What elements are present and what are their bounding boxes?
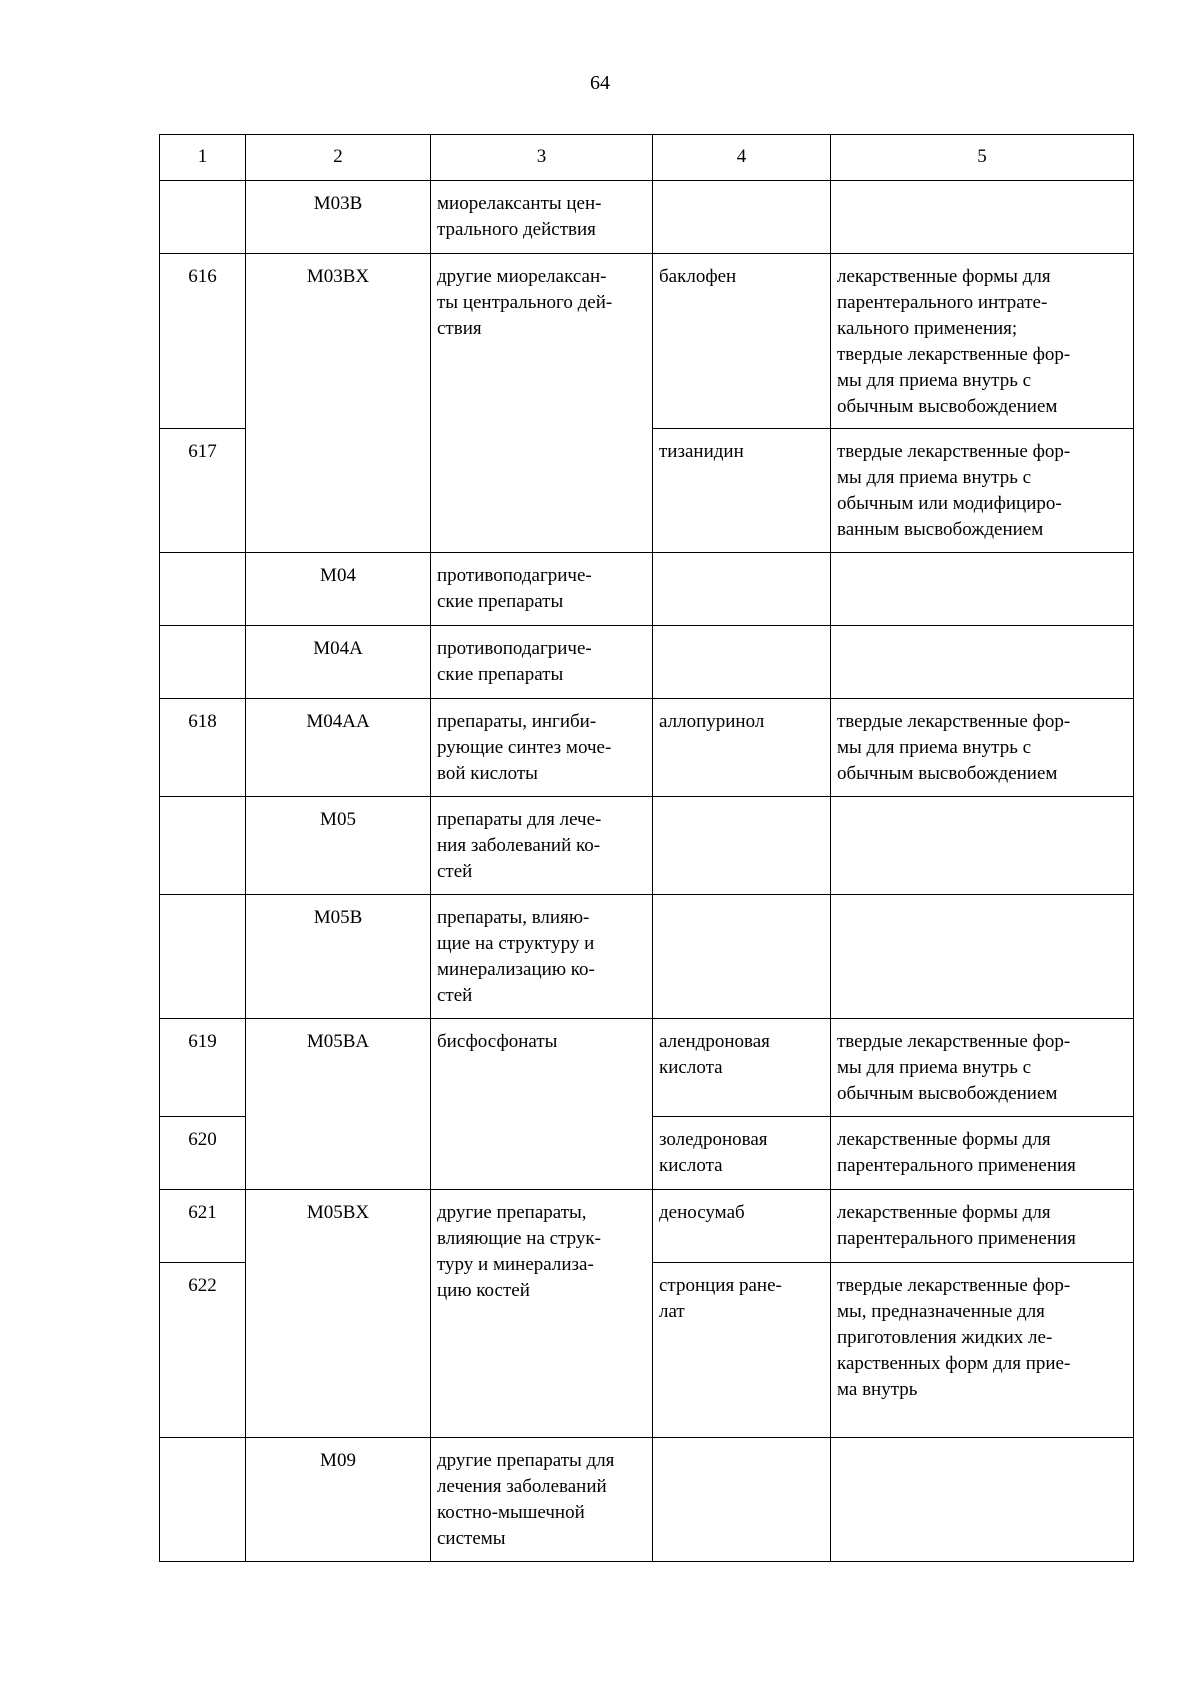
dosage-forms <box>831 1438 1134 1562</box>
table-row <box>160 1019 1134 1117</box>
table-row <box>160 553 1134 626</box>
dosage-forms: твердые лекарственные фор- мы для приема внутрь с обычным или модифициро- ванным высвобождением <box>831 429 1134 553</box>
drug-name: деносумаб <box>653 1190 831 1263</box>
dosage-forms: лекарственные формы для парентерального применения <box>831 1190 1134 1263</box>
dosage-forms <box>831 553 1134 626</box>
anatomical-therapeutic-group: миорелаксанты цен- трального действия <box>431 181 653 254</box>
table-row <box>160 1190 1134 1263</box>
dosage-forms <box>831 895 1134 1019</box>
anatomical-therapeutic-group: другие препараты для лечения заболеваний костно-мышечной системы <box>431 1438 653 1562</box>
table-header-row <box>160 135 1134 181</box>
column-header: 5 <box>831 135 1134 181</box>
drug-name <box>653 553 831 626</box>
column-header: 1 <box>160 135 246 181</box>
drug-name <box>653 626 831 699</box>
dosage-forms: твердые лекарственные фор- мы, предназначенные для приготовления жидких ле- карственных форм для прие- ма внутрь <box>831 1263 1134 1438</box>
anatomical-therapeutic-group: противоподагриче- ские препараты <box>431 626 653 699</box>
table-row <box>160 254 1134 429</box>
dosage-forms: лекарственные формы для парентерального применения <box>831 1117 1134 1190</box>
dosage-forms <box>831 626 1134 699</box>
drug-name <box>653 797 831 895</box>
drug-name: стронция ране- лат <box>653 1263 831 1438</box>
dosage-forms: твердые лекарственные фор- мы для приема внутрь с обычным высвобождением <box>831 699 1134 797</box>
atc-code: M05 <box>246 797 431 895</box>
row-number <box>160 895 246 1019</box>
table-row <box>160 1438 1134 1562</box>
column-header: 2 <box>246 135 431 181</box>
anatomical-therapeutic-group: противоподагриче- ские препараты <box>431 553 653 626</box>
drug-name: аллопуринол <box>653 699 831 797</box>
row-number: 619 <box>160 1019 246 1117</box>
anatomical-therapeutic-group: другие препараты, влияющие на струк- туру и минерализа- цию костей <box>431 1190 653 1438</box>
dosage-forms <box>831 181 1134 254</box>
atc-code: M05B <box>246 895 431 1019</box>
drug-name: тизанидин <box>653 429 831 553</box>
column-header: 4 <box>653 135 831 181</box>
row-number <box>160 1438 246 1562</box>
dosage-forms: лекарственные формы для парентерального интрате- кального применения; твердые лекарственные фор- мы для приема внутрь с обычным высвобождением <box>831 254 1134 429</box>
atc-code: M09 <box>246 1438 431 1562</box>
table-row <box>160 181 1134 254</box>
row-number: 617 <box>160 429 246 553</box>
table-row <box>160 626 1134 699</box>
drug-name <box>653 1438 831 1562</box>
drug-list-table <box>159 134 1134 1562</box>
anatomical-therapeutic-group: препараты, влияю- щие на структуру и минерализацию ко- стей <box>431 895 653 1019</box>
atc-code: M03B <box>246 181 431 254</box>
row-number <box>160 626 246 699</box>
atc-code: M04 <box>246 553 431 626</box>
row-number <box>160 181 246 254</box>
anatomical-therapeutic-group: препараты для лече- ния заболеваний ко- стей <box>431 797 653 895</box>
row-number <box>160 797 246 895</box>
drug-name: алендроновая кислота <box>653 1019 831 1117</box>
row-number: 620 <box>160 1117 246 1190</box>
anatomical-therapeutic-group: другие миорелаксан- ты центрального дей- ствия <box>431 254 653 553</box>
row-number: 621 <box>160 1190 246 1263</box>
drug-name <box>653 181 831 254</box>
table-row <box>160 797 1134 895</box>
atc-code: M04A <box>246 626 431 699</box>
atc-code: M03BX <box>246 254 431 553</box>
drug-name: баклофен <box>653 254 831 429</box>
dosage-forms: твердые лекарственные фор- мы для приема внутрь с обычным высвобождением <box>831 1019 1134 1117</box>
dosage-forms <box>831 797 1134 895</box>
table-row <box>160 895 1134 1019</box>
column-header: 3 <box>431 135 653 181</box>
atc-code: M05BA <box>246 1019 431 1190</box>
anatomical-therapeutic-group: бисфосфонаты <box>431 1019 653 1190</box>
drug-name <box>653 895 831 1019</box>
row-number <box>160 553 246 626</box>
row-number: 616 <box>160 254 246 429</box>
table-row <box>160 699 1134 797</box>
atc-code: M04AA <box>246 699 431 797</box>
page-number: 64 <box>590 72 610 94</box>
anatomical-therapeutic-group: препараты, ингиби- рующие синтез моче- вой кислоты <box>431 699 653 797</box>
row-number: 622 <box>160 1263 246 1438</box>
atc-code: M05BX <box>246 1190 431 1438</box>
row-number: 618 <box>160 699 246 797</box>
drug-name: золедроновая кислота <box>653 1117 831 1190</box>
